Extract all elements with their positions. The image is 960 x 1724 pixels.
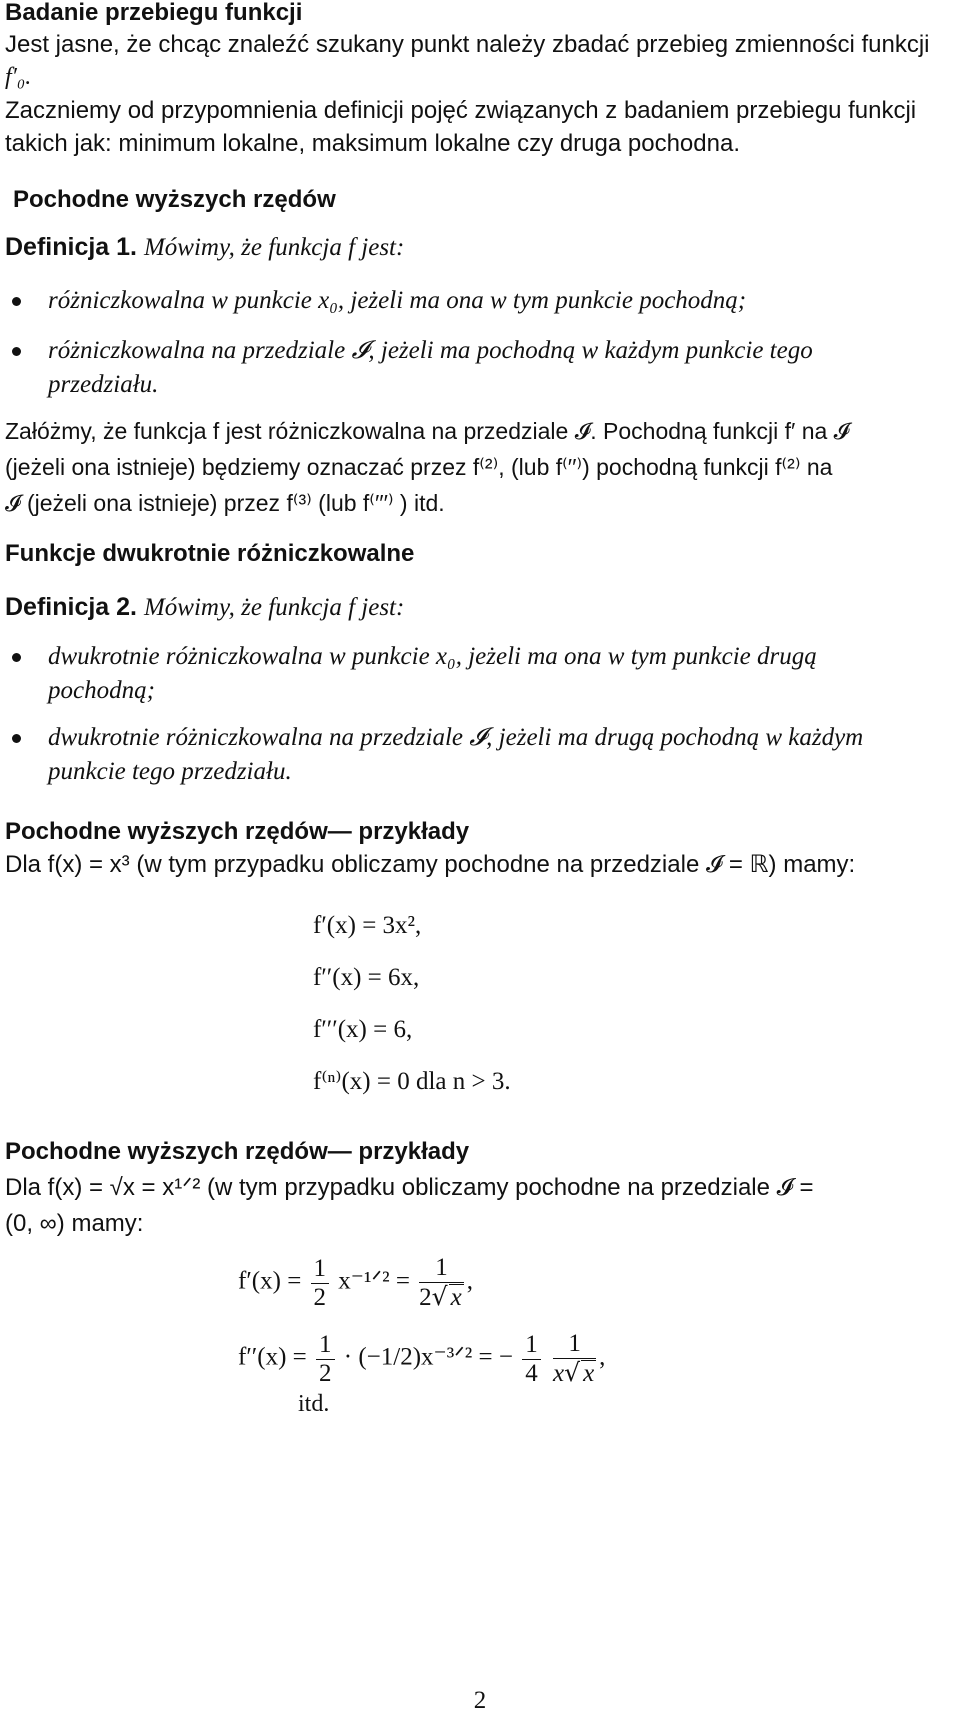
example-2-intro [5, 1170, 955, 1242]
derivative-notation-paragraph [5, 413, 955, 521]
intro-line-1: Jest jasne, że chcąc znaleźć szukany punkt należy zbadać przebieg zmienności funkcji [5, 31, 930, 58]
fraction-one-over-two-sqrt-x [419, 1254, 464, 1312]
sqrt-radicand: x [583, 1360, 595, 1387]
example-1-intro: Dla f(x) = x³ (w tym przypadku obliczamy pochodne na przedziale 𝓘 = ℝ) mamy: [5, 851, 856, 878]
denominator: 4 [525, 1359, 538, 1387]
definition-1 [5, 230, 955, 265]
definition-2-text: Mówimy, że funkcja f jest: [143, 594, 405, 621]
numerator: 1 [316, 1331, 335, 1360]
section-title-higher-derivatives: Pochodne wyższych rzędów [13, 186, 336, 213]
intro-line-1: Dla f(x) = √x = x¹ᐟ² (w tym przypadku obliczamy pochodne na przedziale 𝓘 = [5, 1174, 814, 1201]
definition-1-bullet-2 [48, 334, 953, 402]
fraction-one-over-x-sqrt-x [553, 1330, 596, 1388]
example-2-equation-1 [238, 1254, 473, 1312]
equation-comma: , [466, 1267, 473, 1295]
definition-2-bullet-2 [48, 721, 953, 789]
example-2-etc: itd. [298, 1391, 330, 1417]
intro-paragraph [5, 28, 950, 160]
equation-second-derivative: f′′(x) = 6x, [313, 964, 420, 991]
bullet-text-line-1: dwukrotnie różniczkowalna na przedziale 𝓘, jeżeli ma drugą pochodną w każdym [48, 724, 864, 751]
equation-lhs: f′′(x) = [238, 1343, 307, 1371]
sqrt-radicand: x [450, 1284, 462, 1311]
numerator: 1 [522, 1331, 541, 1360]
bullet-dot [12, 653, 21, 662]
numerator: 1 [311, 1255, 330, 1284]
bullet-dot [12, 347, 21, 356]
paragraph-line-1: Załóżmy, że funkcja f jest różniczkowalna na przedziale 𝓘. Pochodną funkcji f′ na 𝓘 [5, 418, 850, 444]
numerator: 1 [419, 1254, 464, 1283]
example-2-equation-2 [238, 1330, 605, 1388]
denominator [419, 1283, 464, 1312]
denominator: 2 [313, 1283, 327, 1311]
equation-nth-derivative: f⁽ⁿ⁾(x) = 0 dla n > 3. [313, 1068, 511, 1095]
bullet-text-line-1: dwukrotnie różniczkowalna w punkcie x₀, jeżeli ma ona w tym punkcie drugą [48, 643, 817, 670]
page-title: Badanie przebiegu funkcji [5, 0, 303, 26]
equation-comma: , [599, 1343, 606, 1371]
intro-line-4: takich jak: minimum lokalne, maksimum lokalne czy druga pochodna. [5, 130, 740, 157]
equation-first-derivative: f′(x) = 3x², [313, 912, 422, 939]
definition-1-text: Mówimy, że funkcja f jest: [143, 234, 405, 261]
section-title-twice-differentiable: Funkcje dwukrotnie różniczkowalne [5, 540, 415, 567]
example-2-title: Pochodne wyższych rzędów— przykłady [5, 1138, 470, 1165]
example-1-equations [313, 900, 511, 1108]
bullet-text: różniczkowalna w punkcie x₀, jeżeli ma ona w tym punkcie pochodną; [48, 287, 747, 314]
numerator: 1 [553, 1330, 596, 1359]
intro-line-2: f′₀. [5, 64, 32, 90]
paragraph-line-3: 𝓘 (jeżeli ona istnieje) przez f⁽³⁾ (lub f⁽′′′⁾ ) itd. [5, 490, 445, 516]
fraction-one-half [316, 1331, 335, 1388]
bullet-text-line-1: różniczkowalna na przedziale 𝓘, jeżeli ma pochodną w każdym punkcie tego [48, 337, 813, 364]
sqrt-sign-icon: √ [431, 1282, 448, 1311]
paragraph-line-2: (jeżeli ona istnieje) będziemy oznaczać przez f⁽²⁾, (lub f⁽′′⁾) pochodną funkcji f⁽²⁾ na [5, 454, 833, 480]
example-1-title: Pochodne wyższych rzędów— przykłady [5, 818, 470, 845]
sqrt-sign-icon: √ [564, 1358, 581, 1387]
definition-1-bullet-1 [48, 284, 953, 318]
bullet-dot [12, 297, 21, 306]
bullet-text-line-2: pochodną; [48, 677, 155, 704]
equation-lhs: f′(x) = [238, 1267, 302, 1295]
definition-2-label: Definicja 2. [5, 593, 137, 621]
denominator-x: x [553, 1360, 565, 1387]
definition-2-bullet-1 [48, 640, 953, 708]
intro-line-2: (0, ∞) mamy: [5, 1210, 144, 1237]
fraction-one-quarter [522, 1331, 541, 1388]
equation-third-derivative: f′′′(x) = 6, [313, 1016, 413, 1043]
product-term: · (−1/2)x⁻³ᐟ² = − [343, 1343, 514, 1371]
bullet-dot [12, 734, 21, 743]
power-term: x⁻¹ᐟ² = [338, 1267, 410, 1295]
page-number: 2 [473, 1687, 487, 1714]
bullet-text-line-2: przedziału. [48, 371, 159, 398]
definition-2 [5, 590, 955, 625]
intro-line-3: Zaczniemy od przypomnienia definicji pojęć związanych z badaniem przebiegu funkcji [5, 97, 917, 124]
bullet-text-line-2: punkcie tego przedziału. [48, 758, 292, 785]
fraction-one-half [311, 1255, 330, 1312]
denominator-coefficient: 2 [419, 1284, 432, 1311]
denominator: 2 [319, 1359, 332, 1387]
denominator [553, 1359, 596, 1388]
definition-1-label: Definicja 1. [5, 233, 137, 261]
